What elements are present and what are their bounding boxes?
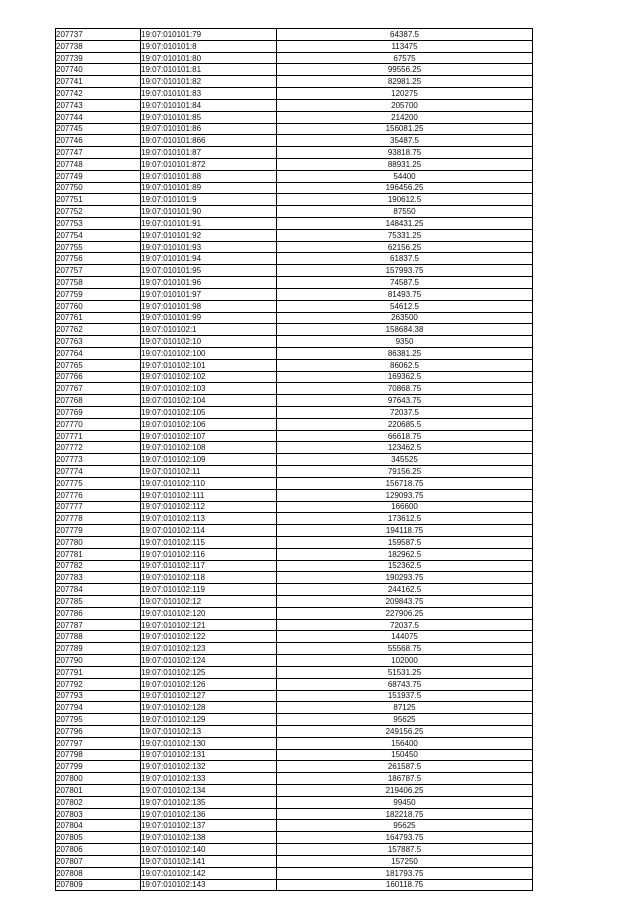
row-number-cell: 207801 — [56, 785, 141, 797]
row-number-cell: 207778 — [56, 513, 141, 525]
row-number-cell: 207808 — [56, 867, 141, 879]
value-cell: 54612.5 — [277, 300, 533, 312]
row-number-cell: 207785 — [56, 596, 141, 608]
row-number-cell: 207754 — [56, 229, 141, 241]
table-row — [56, 40, 533, 52]
table-row — [56, 725, 533, 737]
cadastral-number-cell: 19:07:010101:8 — [141, 40, 277, 52]
value-cell: 35487.5 — [277, 135, 533, 147]
cadastral-number-cell: 19:07:010102:134 — [141, 785, 277, 797]
cadastral-number-cell: 19:07:010102:131 — [141, 749, 277, 761]
table-row — [56, 584, 533, 596]
row-number-cell: 207766 — [56, 371, 141, 383]
table-row — [56, 572, 533, 584]
table-row — [56, 466, 533, 478]
row-number-cell: 207744 — [56, 111, 141, 123]
cadastral-number-cell: 19:07:010102:113 — [141, 513, 277, 525]
cadastral-number-cell: 19:07:010102:122 — [141, 631, 277, 643]
cadastral-number-cell: 19:07:010101:96 — [141, 277, 277, 289]
cadastral-number-cell: 19:07:010102:140 — [141, 844, 277, 856]
cadastral-number-cell: 19:07:010102:10 — [141, 336, 277, 348]
table-row — [56, 359, 533, 371]
row-number-cell: 207784 — [56, 584, 141, 596]
value-cell: 190293.75 — [277, 572, 533, 584]
table-row — [56, 666, 533, 678]
table-row — [56, 64, 533, 76]
value-cell: 219406.25 — [277, 785, 533, 797]
table-row — [56, 548, 533, 560]
value-cell: 156718.75 — [277, 477, 533, 489]
cadastral-number-cell: 19:07:010102:115 — [141, 536, 277, 548]
value-cell: 227906.25 — [277, 607, 533, 619]
cadastral-number-cell: 19:07:010101:89 — [141, 182, 277, 194]
value-cell: 93818.75 — [277, 147, 533, 159]
value-cell: 54400 — [277, 170, 533, 182]
value-cell: 95625 — [277, 820, 533, 832]
row-number-cell: 207764 — [56, 347, 141, 359]
row-number-cell: 207748 — [56, 158, 141, 170]
value-cell: 102000 — [277, 655, 533, 667]
row-number-cell: 207769 — [56, 407, 141, 419]
row-number-cell: 207773 — [56, 454, 141, 466]
row-number-cell: 207791 — [56, 666, 141, 678]
value-cell: 159587.5 — [277, 536, 533, 548]
row-number-cell: 207759 — [56, 288, 141, 300]
value-cell: 72037.5 — [277, 619, 533, 631]
value-cell: 87550 — [277, 206, 533, 218]
cadastral-number-cell: 19:07:010102:120 — [141, 607, 277, 619]
row-number-cell: 207763 — [56, 336, 141, 348]
value-cell: 157993.75 — [277, 265, 533, 277]
row-number-cell: 207793 — [56, 690, 141, 702]
row-number-cell: 207740 — [56, 64, 141, 76]
row-number-cell: 207779 — [56, 525, 141, 537]
cadastral-number-cell: 19:07:010102:141 — [141, 855, 277, 867]
table-row — [56, 194, 533, 206]
table-row — [56, 596, 533, 608]
row-number-cell: 207760 — [56, 300, 141, 312]
row-number-cell: 207802 — [56, 796, 141, 808]
value-cell: 196456.25 — [277, 182, 533, 194]
value-cell: 99450 — [277, 796, 533, 808]
value-cell: 148431.25 — [277, 218, 533, 230]
row-number-cell: 207800 — [56, 773, 141, 785]
cadastral-number-cell: 19:07:010102:13 — [141, 725, 277, 737]
table-row — [56, 844, 533, 856]
cadastral-number-cell: 19:07:010102:116 — [141, 548, 277, 560]
row-number-cell: 207781 — [56, 548, 141, 560]
value-cell: 220685.5 — [277, 418, 533, 430]
row-number-cell: 207758 — [56, 277, 141, 289]
value-cell: 156400 — [277, 737, 533, 749]
table-row — [56, 347, 533, 359]
row-number-cell: 207797 — [56, 737, 141, 749]
row-number-cell: 207739 — [56, 52, 141, 64]
row-number-cell: 207777 — [56, 501, 141, 513]
row-number-cell: 207789 — [56, 643, 141, 655]
table-row — [56, 418, 533, 430]
value-cell: 151937.5 — [277, 690, 533, 702]
cadastral-number-cell: 19:07:010101:90 — [141, 206, 277, 218]
row-number-cell: 207756 — [56, 253, 141, 265]
cadastral-number-cell: 19:07:010102:1 — [141, 324, 277, 336]
cadastral-number-cell: 19:07:010101:98 — [141, 300, 277, 312]
table-row — [56, 879, 533, 891]
cadastral-number-cell: 19:07:010101:83 — [141, 88, 277, 100]
value-cell: 87125 — [277, 702, 533, 714]
cadastral-number-cell: 19:07:010101:93 — [141, 241, 277, 253]
table-row — [56, 702, 533, 714]
table-row — [56, 501, 533, 513]
table-row — [56, 690, 533, 702]
cadastral-number-cell: 19:07:010102:123 — [141, 643, 277, 655]
cadastral-number-cell: 19:07:010102:143 — [141, 879, 277, 891]
cadastral-number-cell: 19:07:010102:132 — [141, 761, 277, 773]
cadastral-number-cell: 19:07:010102:102 — [141, 371, 277, 383]
row-number-cell: 207775 — [56, 477, 141, 489]
table-row — [56, 218, 533, 230]
table-row — [56, 855, 533, 867]
row-number-cell: 207741 — [56, 76, 141, 88]
table-row — [56, 607, 533, 619]
row-number-cell: 207782 — [56, 560, 141, 572]
cadastral-number-cell: 19:07:010102:108 — [141, 442, 277, 454]
cadastral-number-cell: 19:07:010101:82 — [141, 76, 277, 88]
value-cell: 181793.75 — [277, 867, 533, 879]
cadastral-number-cell: 19:07:010102:105 — [141, 407, 277, 419]
row-number-cell: 207755 — [56, 241, 141, 253]
value-cell: 68743.75 — [277, 678, 533, 690]
value-cell: 156081.25 — [277, 123, 533, 135]
value-cell: 72037.5 — [277, 407, 533, 419]
row-number-cell: 207765 — [56, 359, 141, 371]
row-number-cell: 207807 — [56, 855, 141, 867]
cadastral-number-cell: 19:07:010101:81 — [141, 64, 277, 76]
row-number-cell: 207772 — [56, 442, 141, 454]
cadastral-number-cell: 19:07:010102:112 — [141, 501, 277, 513]
row-number-cell: 207738 — [56, 40, 141, 52]
cadastral-number-cell: 19:07:010102:104 — [141, 395, 277, 407]
table-row — [56, 265, 533, 277]
value-cell: 244162.5 — [277, 584, 533, 596]
value-cell: 214200 — [277, 111, 533, 123]
table-row — [56, 76, 533, 88]
table-row — [56, 383, 533, 395]
value-cell: 55568.75 — [277, 643, 533, 655]
table-row — [56, 749, 533, 761]
cadastral-number-cell: 19:07:010101:95 — [141, 265, 277, 277]
table-row — [56, 820, 533, 832]
table-row — [56, 312, 533, 324]
cadastral-number-cell: 19:07:010101:872 — [141, 158, 277, 170]
table-row — [56, 867, 533, 879]
row-number-cell: 207737 — [56, 29, 141, 41]
value-cell: 160118.75 — [277, 879, 533, 891]
cadastral-number-cell: 19:07:010102:138 — [141, 832, 277, 844]
table-row — [56, 761, 533, 773]
row-number-cell: 207753 — [56, 218, 141, 230]
table-row — [56, 99, 533, 111]
value-cell: 152362.5 — [277, 560, 533, 572]
table-row — [56, 277, 533, 289]
cadastral-number-cell: 19:07:010102:129 — [141, 714, 277, 726]
table-row — [56, 229, 533, 241]
row-number-cell: 207786 — [56, 607, 141, 619]
row-number-cell: 207745 — [56, 123, 141, 135]
value-cell: 345525 — [277, 454, 533, 466]
table-row — [56, 737, 533, 749]
table-row — [56, 407, 533, 419]
table-row — [56, 52, 533, 64]
table-row — [56, 678, 533, 690]
cadastral-number-cell: 19:07:010101:92 — [141, 229, 277, 241]
table-row — [56, 655, 533, 667]
cadastral-number-cell: 19:07:010102:114 — [141, 525, 277, 537]
row-number-cell: 207743 — [56, 99, 141, 111]
table-row — [56, 796, 533, 808]
table-row — [56, 147, 533, 159]
row-number-cell: 207795 — [56, 714, 141, 726]
value-cell: 158684.38 — [277, 324, 533, 336]
table-row — [56, 832, 533, 844]
table-row — [56, 135, 533, 147]
cadastral-number-cell: 19:07:010102:130 — [141, 737, 277, 749]
cadastral-number-cell: 19:07:010102:118 — [141, 572, 277, 584]
value-cell: 205700 — [277, 99, 533, 111]
row-number-cell: 207803 — [56, 808, 141, 820]
value-cell: 64387.5 — [277, 29, 533, 41]
value-cell: 190612.5 — [277, 194, 533, 206]
cadastral-number-cell: 19:07:010102:128 — [141, 702, 277, 714]
table-row — [56, 643, 533, 655]
table-row — [56, 525, 533, 537]
table-row — [56, 395, 533, 407]
row-number-cell: 207742 — [56, 88, 141, 100]
row-number-cell: 207776 — [56, 489, 141, 501]
row-number-cell: 207796 — [56, 725, 141, 737]
row-number-cell: 207767 — [56, 383, 141, 395]
table-row — [56, 371, 533, 383]
value-cell: 157250 — [277, 855, 533, 867]
table-row — [56, 442, 533, 454]
value-cell: 74587.5 — [277, 277, 533, 289]
table-row — [56, 88, 533, 100]
cadastral-number-cell: 19:07:010102:106 — [141, 418, 277, 430]
value-cell: 82981.25 — [277, 76, 533, 88]
row-number-cell: 207798 — [56, 749, 141, 761]
row-number-cell: 207809 — [56, 879, 141, 891]
row-number-cell: 207747 — [56, 147, 141, 159]
value-cell: 70868.75 — [277, 383, 533, 395]
row-number-cell: 207768 — [56, 395, 141, 407]
row-number-cell: 207770 — [56, 418, 141, 430]
row-number-cell: 207787 — [56, 619, 141, 631]
cadastral-number-cell: 19:07:010102:12 — [141, 596, 277, 608]
value-cell: 123462.5 — [277, 442, 533, 454]
value-cell: 169362.5 — [277, 371, 533, 383]
table-row — [56, 206, 533, 218]
table-row — [56, 123, 533, 135]
value-cell: 88931.25 — [277, 158, 533, 170]
row-number-cell: 207788 — [56, 631, 141, 643]
cadastral-number-cell: 19:07:010101:80 — [141, 52, 277, 64]
cadastral-number-cell: 19:07:010102:127 — [141, 690, 277, 702]
value-cell: 157887.5 — [277, 844, 533, 856]
value-cell: 67575 — [277, 52, 533, 64]
cadastral-number-cell: 19:07:010101:86 — [141, 123, 277, 135]
value-cell: 86381.25 — [277, 347, 533, 359]
value-cell: 113475 — [277, 40, 533, 52]
cadastral-number-cell: 19:07:010101:91 — [141, 218, 277, 230]
table-row — [56, 241, 533, 253]
value-cell: 150450 — [277, 749, 533, 761]
row-number-cell: 207762 — [56, 324, 141, 336]
value-cell: 79156.25 — [277, 466, 533, 478]
cadastral-number-cell: 19:07:010102:101 — [141, 359, 277, 371]
value-cell: 97643.75 — [277, 395, 533, 407]
table-row — [56, 631, 533, 643]
value-cell: 144075 — [277, 631, 533, 643]
table-row — [56, 714, 533, 726]
table-row — [56, 300, 533, 312]
cadastral-number-cell: 19:07:010102:119 — [141, 584, 277, 596]
table-row — [56, 489, 533, 501]
cadastral-number-cell: 19:07:010101:79 — [141, 29, 277, 41]
cadastral-number-cell: 19:07:010102:126 — [141, 678, 277, 690]
cadastral-number-cell: 19:07:010102:136 — [141, 808, 277, 820]
cadastral-number-cell: 19:07:010102:109 — [141, 454, 277, 466]
cadastral-number-cell: 19:07:010101:88 — [141, 170, 277, 182]
table-row — [56, 288, 533, 300]
table-body — [56, 29, 533, 891]
table-row — [56, 158, 533, 170]
table-row — [56, 170, 533, 182]
row-number-cell: 207774 — [56, 466, 141, 478]
row-number-cell: 207794 — [56, 702, 141, 714]
value-cell: 186787.5 — [277, 773, 533, 785]
cadastral-number-cell: 19:07:010102:121 — [141, 619, 277, 631]
cadastral-number-cell: 19:07:010102:142 — [141, 867, 277, 879]
cadastral-number-cell: 19:07:010101:99 — [141, 312, 277, 324]
row-number-cell: 207806 — [56, 844, 141, 856]
value-cell: 66618.75 — [277, 430, 533, 442]
cadastral-number-cell: 19:07:010101:866 — [141, 135, 277, 147]
row-number-cell: 207750 — [56, 182, 141, 194]
table-row — [56, 477, 533, 489]
value-cell: 249156.25 — [277, 725, 533, 737]
table-row — [56, 111, 533, 123]
cadastral-number-cell: 19:07:010102:111 — [141, 489, 277, 501]
value-cell: 129093.75 — [277, 489, 533, 501]
table-row — [56, 536, 533, 548]
cadastral-number-cell: 19:07:010101:94 — [141, 253, 277, 265]
value-cell: 182218.75 — [277, 808, 533, 820]
cadastral-value-table — [55, 28, 533, 891]
value-cell: 263500 — [277, 312, 533, 324]
table-row — [56, 513, 533, 525]
table-row — [56, 253, 533, 265]
value-cell: 164793.75 — [277, 832, 533, 844]
cadastral-number-cell: 19:07:010101:84 — [141, 99, 277, 111]
cadastral-number-cell: 19:07:010102:135 — [141, 796, 277, 808]
value-cell: 261587.5 — [277, 761, 533, 773]
value-cell: 166600 — [277, 501, 533, 513]
cadastral-number-cell: 19:07:010102:107 — [141, 430, 277, 442]
cadastral-number-cell: 19:07:010101:85 — [141, 111, 277, 123]
row-number-cell: 207761 — [56, 312, 141, 324]
value-cell: 9350 — [277, 336, 533, 348]
cadastral-number-cell: 19:07:010102:124 — [141, 655, 277, 667]
table-row — [56, 29, 533, 41]
row-number-cell: 207790 — [56, 655, 141, 667]
value-cell: 81493.75 — [277, 288, 533, 300]
cadastral-number-cell: 19:07:010102:11 — [141, 466, 277, 478]
value-cell: 99556.25 — [277, 64, 533, 76]
cadastral-number-cell: 19:07:010101:97 — [141, 288, 277, 300]
row-number-cell: 207746 — [56, 135, 141, 147]
row-number-cell: 207771 — [56, 430, 141, 442]
row-number-cell: 207799 — [56, 761, 141, 773]
value-cell: 51531.25 — [277, 666, 533, 678]
row-number-cell: 207783 — [56, 572, 141, 584]
value-cell: 173612.5 — [277, 513, 533, 525]
row-number-cell: 207752 — [56, 206, 141, 218]
cadastral-number-cell: 19:07:010102:100 — [141, 347, 277, 359]
table-row — [56, 619, 533, 631]
cadastral-number-cell: 19:07:010102:137 — [141, 820, 277, 832]
value-cell: 194118.75 — [277, 525, 533, 537]
table-row — [56, 560, 533, 572]
table-row — [56, 454, 533, 466]
row-number-cell: 207757 — [56, 265, 141, 277]
row-number-cell: 207749 — [56, 170, 141, 182]
table-row — [56, 182, 533, 194]
row-number-cell: 207780 — [56, 536, 141, 548]
row-number-cell: 207792 — [56, 678, 141, 690]
table-row — [56, 773, 533, 785]
table-row — [56, 785, 533, 797]
cadastral-number-cell: 19:07:010102:125 — [141, 666, 277, 678]
value-cell: 120275 — [277, 88, 533, 100]
value-cell: 95625 — [277, 714, 533, 726]
row-number-cell: 207751 — [56, 194, 141, 206]
value-cell: 62156.25 — [277, 241, 533, 253]
value-cell: 182962.5 — [277, 548, 533, 560]
cadastral-number-cell: 19:07:010102:110 — [141, 477, 277, 489]
table-row — [56, 430, 533, 442]
table-row — [56, 324, 533, 336]
cadastral-number-cell: 19:07:010101:9 — [141, 194, 277, 206]
row-number-cell: 207804 — [56, 820, 141, 832]
value-cell: 75331.25 — [277, 229, 533, 241]
cadastral-number-cell: 19:07:010102:133 — [141, 773, 277, 785]
cadastral-number-cell: 19:07:010102:103 — [141, 383, 277, 395]
value-cell: 61837.5 — [277, 253, 533, 265]
cadastral-number-cell: 19:07:010102:117 — [141, 560, 277, 572]
row-number-cell: 207805 — [56, 832, 141, 844]
value-cell: 86062.5 — [277, 359, 533, 371]
value-cell: 209843.75 — [277, 596, 533, 608]
cadastral-number-cell: 19:07:010101:87 — [141, 147, 277, 159]
table-row — [56, 808, 533, 820]
table-row — [56, 336, 533, 348]
